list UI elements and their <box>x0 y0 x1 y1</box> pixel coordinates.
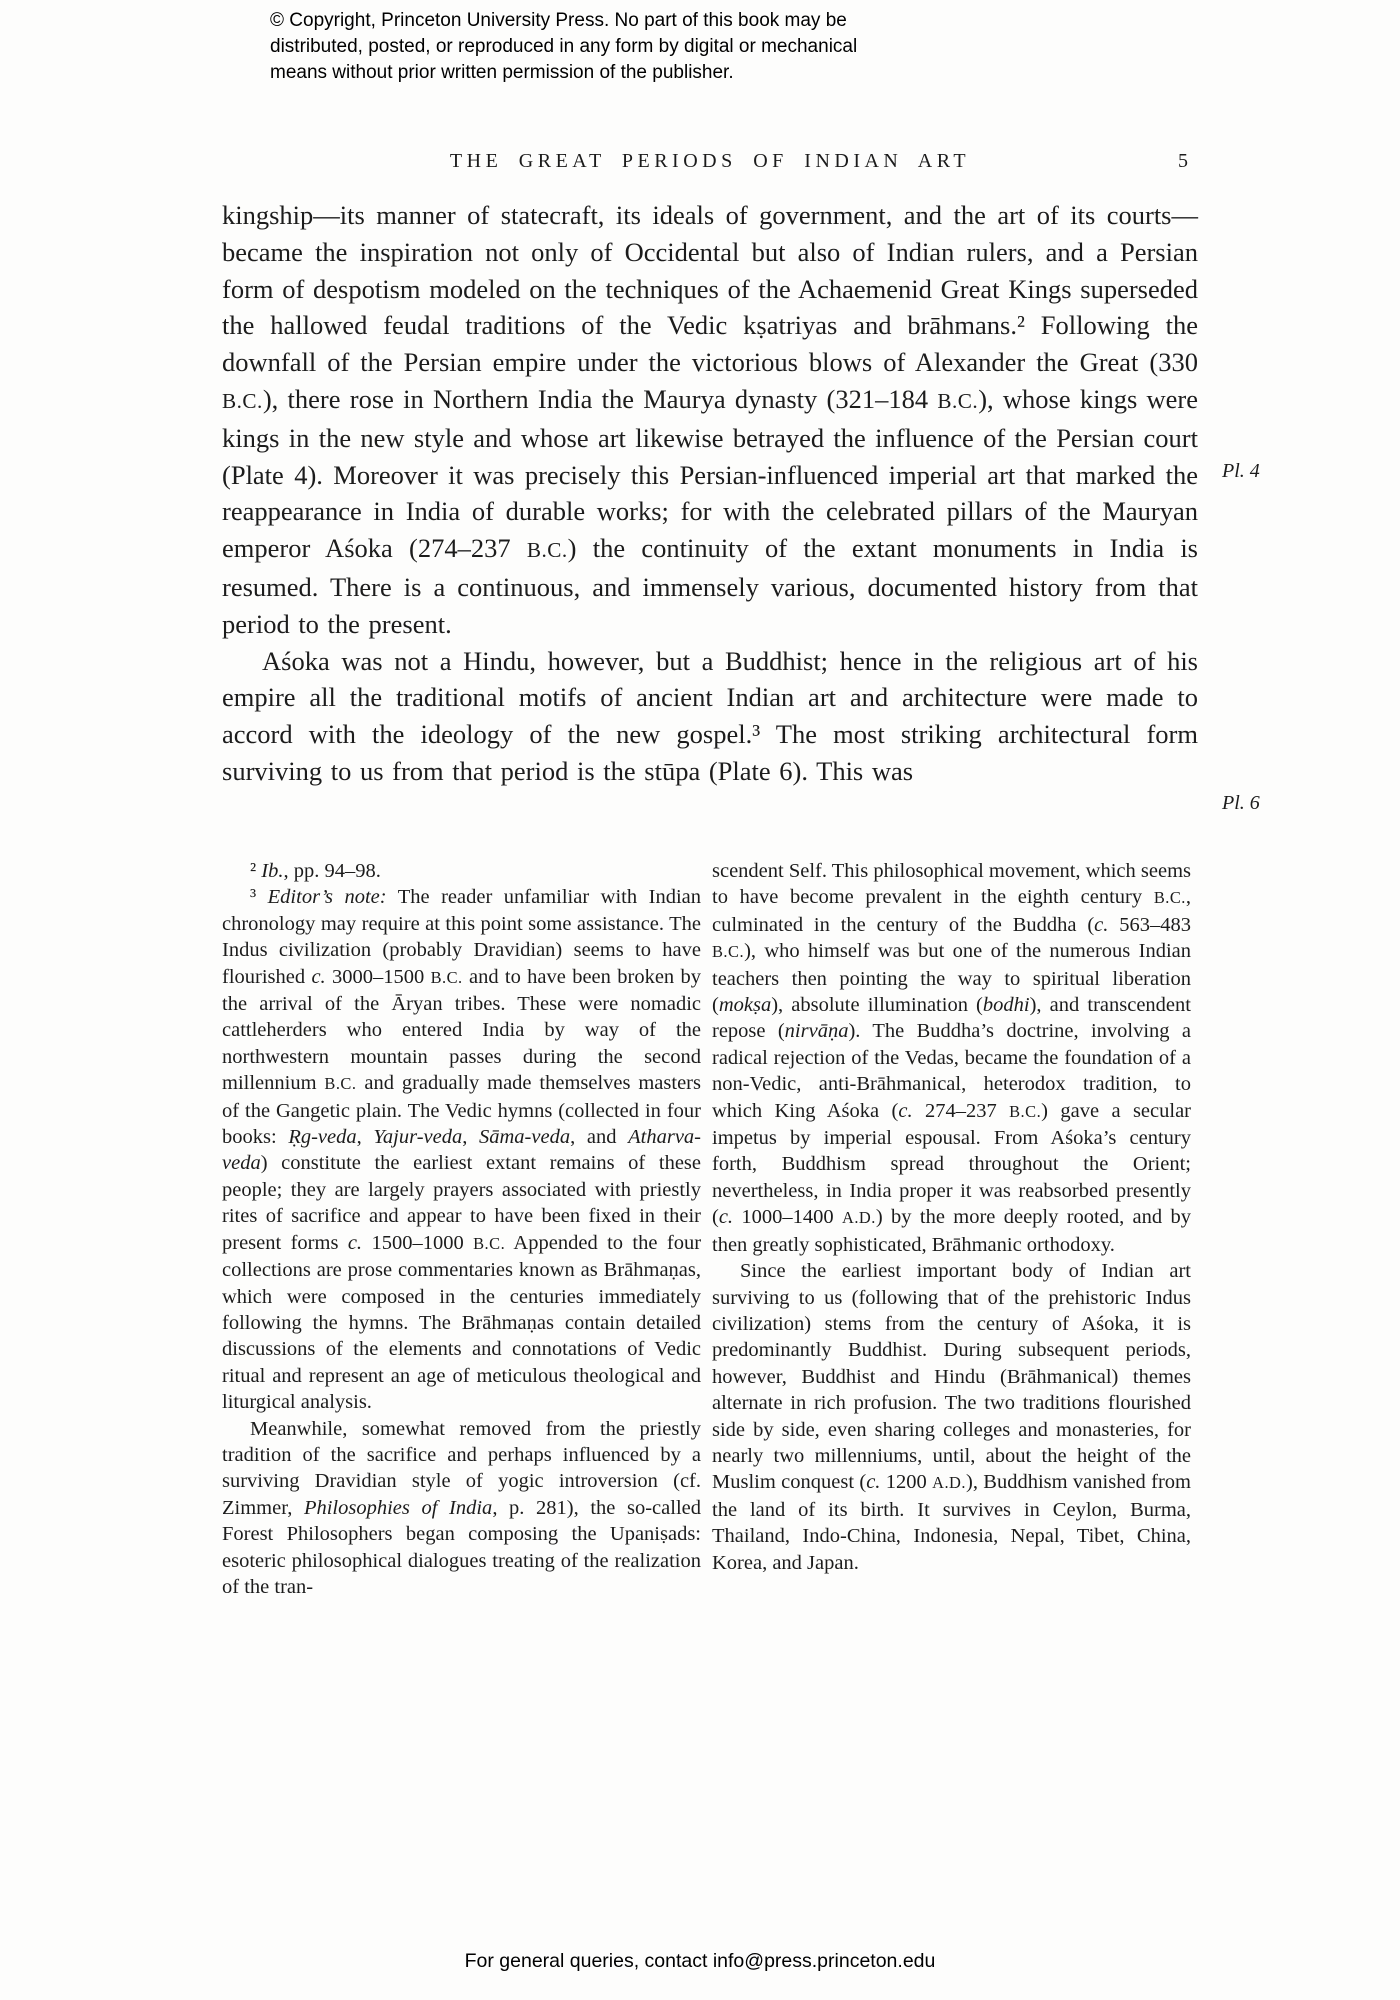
footnote-2: ² Ib., pp. 94–98. <box>250 860 381 882</box>
running-head: THE GREAT PERIODS OF INDIAN ART <box>449 150 971 172</box>
footnote-column-left <box>222 858 701 1600</box>
body-paragraph-1: kingship—its manner of statecraft, its ideals of government, and the art of its courts—became the inspiration not only of Occidental but also of Indian rulers, and a Persian form of despotism modeled on the techniques of the Achaemenid Great Kings superseded the hallowed feudal traditions of the Vedic kṣatriyas and brāhmans.² Following the downfall of the Persian empire under the victorious blows of Alexander the Great (330 B.C.), there rose in Northern India the Maurya dynasty (321–184 B.C.), whose kings were kings in the new style and whose art likewise betrayed the influence of the Persian court (Plate 4). Moreover it was precisely this Persian-influenced imperial art that marked the reappearance in India of durable works; for with the celebrated pillars of the Mauryan emperor Aśoka (274–237 B.C.) the continuity of the extant monuments in India is resumed. There is a continuous, and immensely various, documented history from that period to the present. <box>222 200 1198 639</box>
footnote-3-part-3: scendent Self. This philosophical movement, which seems to have become prevalent in the eighth century B.C., culminated in the century of the Buddha (c. 563–483 B.C.), who himself was but one of the numerous Indian teachers then pointing the way to spiritual liberation (mokṣa), absolute illumination (bodhi), and transcendent repose (nirvāṇa). The Buddha’s doctrine, involving a radical rejection of the Vedas, became the foundation of a non-Vedic, anti-Brāhmanical, heterodox tradition, to which King Aśoka (c. 274–237 B.C.) gave a secular impetus by imperial espousal. From Aśoka’s century forth, Buddhism spread throughout the Orient; nevertheless, in India proper it was reabsorbed presently (c. 1000–1400 A.D.) by the more deeply rooted, and by then greatly sophisticated, Brāhmanic orthodoxy. <box>712 860 1192 1256</box>
footnote-column-right <box>712 858 1191 1576</box>
footer-contact-line: For general queries, contact info@press.princeton.edu <box>464 1950 936 1972</box>
margin-note-plate-4: Pl. 4 <box>1222 460 1260 482</box>
footnote-3-part-1: ³ Editor’s note: The reader unfamiliar with Indian chronology may require at this point some assistance. The Indus civilization (probably Dravidian) seems to have flourished c. 3000–1500 B.C. and to have been broken by the arrival of the Āryan tribes. These were nomadic cattleherders who entered India by way of the northwestern mountain passes during the second millennium B.C. and gradually made themselves masters of the Gangetic plain. The Vedic hymns (collected in four books: Ṛg-veda, Yajur-veda, Sāma-veda, and Atharva-veda) constitute the earliest extant remains of these people; they are largely prayers associated with priestly rites of sacrifice and appear to have been fixed in their present forms c. 1500–1000 B.C. Appended to the four collections are prose commentaries known as Brāhmaṇas, which were composed in the centuries immediately following the hymns. The Brāhmaṇas contain detailed discussions of the elements and connotations of Vedic ritual and represent an age of meticulous theological and liturgical analysis. <box>222 886 702 1414</box>
footnote-3-part-2: Meanwhile, somewhat removed from the priestly tradition of the sacrifice and perhaps influenced by a surviving Dravidian style of yogic introversion (cf. Zimmer, Philosophies of India, p. 281), the so-called Forest Philosophers began composing the Upaniṣads: esoteric philosophical dialogues treating of the realization of the tran- <box>222 1417 701 1598</box>
copyright-notice <box>270 8 857 86</box>
page-number: 5 <box>1178 150 1188 172</box>
margin-note-plate-6: Pl. 6 <box>1222 792 1260 814</box>
body-text <box>222 197 1198 790</box>
body-paragraph-2: Aśoka was not a Hindu, however, but a Buddhist; hence in the religious art of his empire all the traditional motifs of ancient Indian art and architecture were made to accord with the ideology of the new gospel.³ The most striking architectural form surviving to us from that period is the stūpa (Plate 6). This was <box>222 645 1198 786</box>
footnote-3-part-4: Since the earliest important body of Indian art surviving to us (following that of the prehistoric Indus civilization) stems from the century of Aśoka, it is predominantly Buddhist. During subsequent periods, however, Buddhist and Hindu (Brāhmanical) themes alternate in rich profusion. The two traditions flourished side by side, even sharing colleges and monasteries, for nearly two millenniums, until, about the height of the Muslim conquest (c. 1200 A.D.), Buddhism vanished from the land of its birth. It survives in Ceylon, Burma, Thailand, Indo-China, Indonesia, Nepal, Tibet, China, Korea, and Japan. <box>712 1260 1192 1574</box>
copyright-line-2: distributed, posted, or reproduced in any form by digital or mechanical <box>270 36 858 57</box>
copyright-line-1: © Copyright, Princeton University Press. No part of this book may be <box>270 10 847 31</box>
copyright-line-3: means without prior written permission of the publisher. <box>270 62 734 83</box>
